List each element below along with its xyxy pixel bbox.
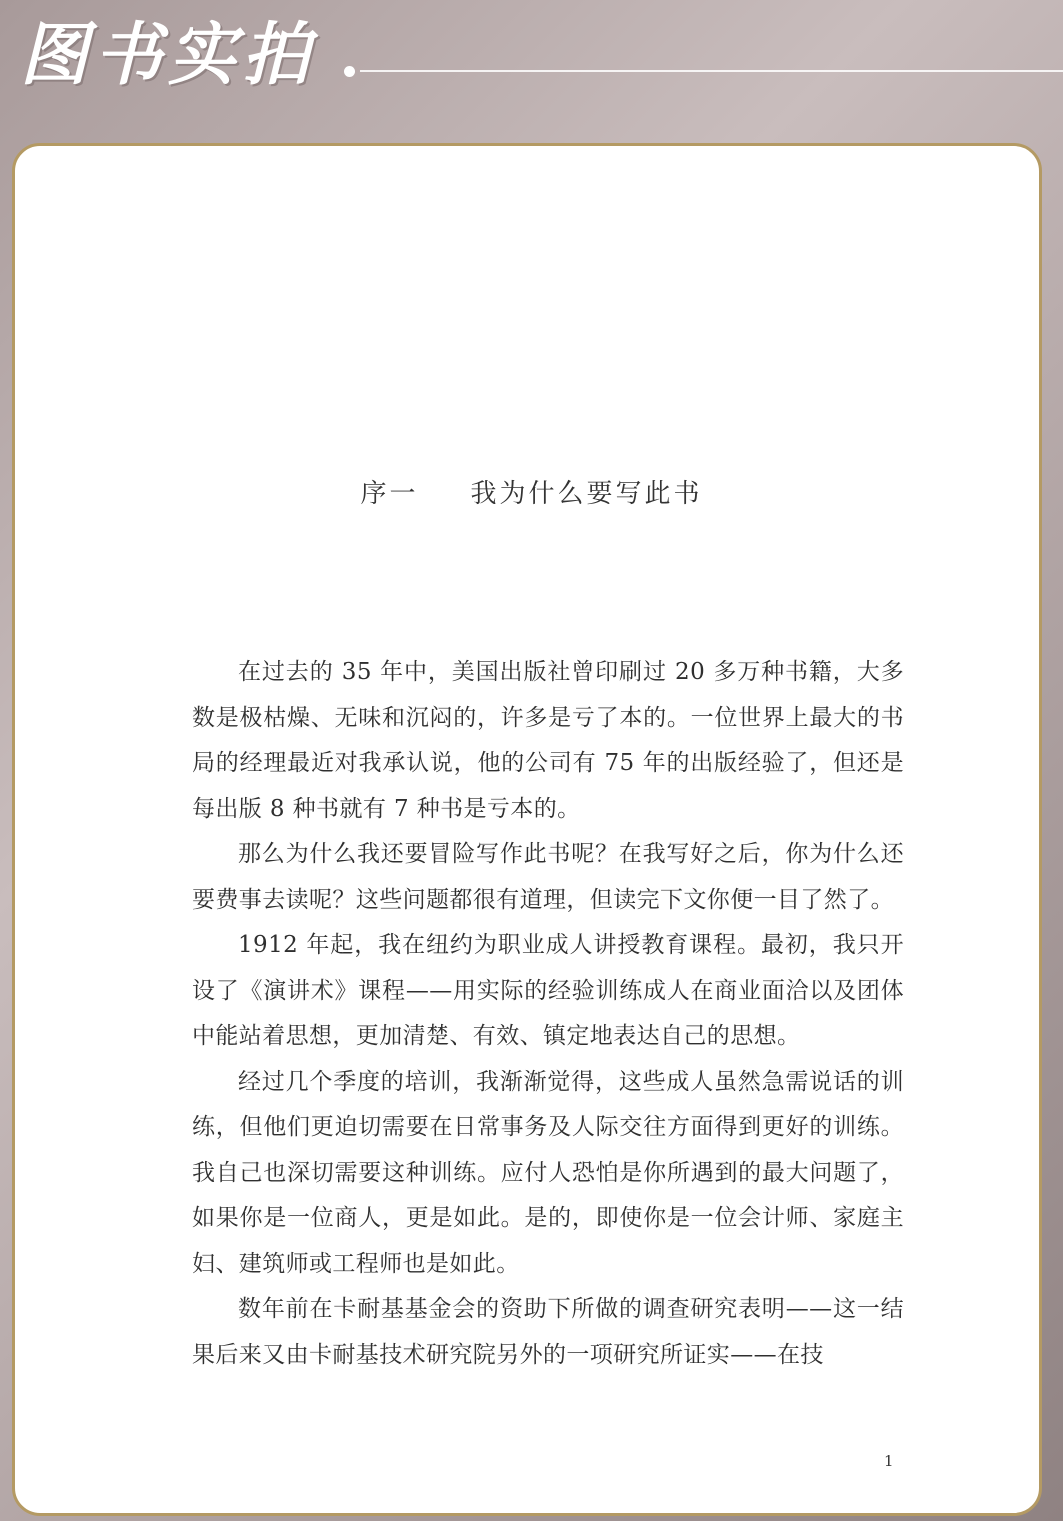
- page-heading: [0, 473, 1063, 510]
- heading-title: 我为什么要写此书: [470, 479, 703, 509]
- paragraph: 经过几个季度的培训，我渐渐觉得，这些成人虽然急需说话的训练，但他们更迫切需要在日常事务及人际交往方面得到更好的训练。我自己也深切需要这种训练。应付人恐怕是你所遇到的最大问题了，如果你是一位商人，更是如此。是的，即使你是一位会计师、家庭主妇、建筑师或工程师也是如此。: [192, 1068, 904, 1277]
- heading-preface-label: 序一: [360, 479, 419, 509]
- paragraph: 数年前在卡耐基基金会的资助下所做的调查研究表明——这一结果后来又由卡耐基技术研究院另外的一项研究所证实——在技: [192, 1296, 904, 1368]
- banner-line-decoration: [360, 70, 1063, 72]
- paragraph: 那么为什么我还要冒险写作此书呢？在我写好之后，你为什么还要费事去读呢？这些问题都很有道理，但读完下文你便一目了然了。: [192, 841, 904, 913]
- paragraph: 在过去的 35 年中，美国出版社曾印刷过 20 多万种书籍，大多数是极枯燥、无味和沉闷的，许多是亏了本的。一位世界上最大的书局的经理最近对我承认说，他的公司有 75 年的出版经验了，但还是每出版 8 种书就有 7 种书是亏本的。: [192, 659, 904, 822]
- banner-title: 图书实拍: [20, 16, 317, 95]
- body-text: [192, 650, 904, 1378]
- page-number: 1: [884, 1452, 894, 1470]
- paragraph: 1912 年起，我在纽约为职业成人讲授教育课程。最初，我只开设了《演讲术》课程——用实际的经验训练成人在商业面洽以及团体中能站着思想，更加清楚、有效、镇定地表达自己的思想。: [192, 932, 904, 1049]
- banner-dot-decoration: [344, 66, 355, 77]
- banner: [0, 0, 1063, 150]
